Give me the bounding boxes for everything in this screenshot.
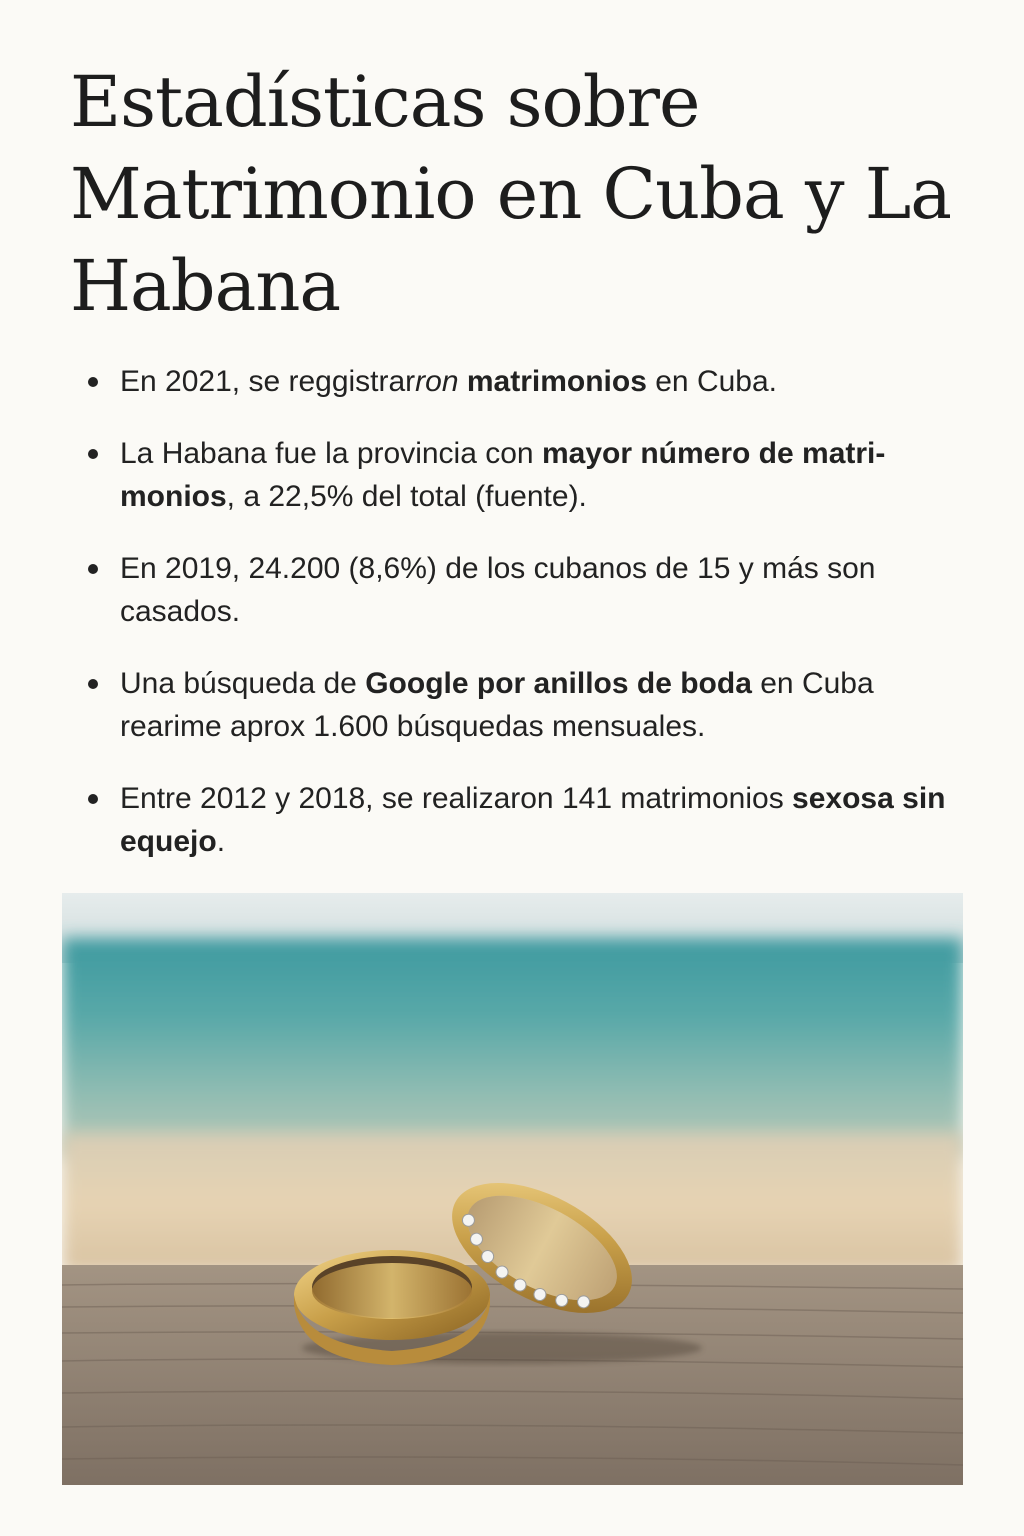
- text-segment: Una búsqueda de: [120, 667, 366, 700]
- text-segment: , a 22,5% del total (fuente).: [226, 480, 587, 513]
- list-item: [88, 547, 948, 633]
- list-item: [88, 432, 948, 518]
- text-segment: En 2019, 24.200 (8,6%) de los cubanos de 15 y más son casados.: [120, 552, 876, 628]
- wedding-rings-photo: [62, 893, 963, 1485]
- text-segment-bold: mayor número de matri-monios: [120, 437, 886, 513]
- text-segment: en Cuba rearime aprox 1.600 búsquedas mensuales.: [120, 667, 874, 743]
- text-segment: en Cuba.: [646, 365, 777, 398]
- sea: [62, 938, 963, 1158]
- beach-scene-illustration: [62, 893, 963, 1485]
- page-title: Estadísticas sobre Matrimonio en Cuba y La Habana: [70, 61, 951, 327]
- text-segment-italic: ron: [415, 365, 459, 398]
- text-segment-bold: Google por anillos de boda: [365, 667, 752, 700]
- text-segment-bold: matrimonios: [466, 365, 647, 398]
- list-item: [88, 777, 948, 863]
- wooden-surface: [62, 1265, 963, 1485]
- text-segment: En 2021, se reggistrar: [120, 365, 416, 398]
- text-segment-bold: sexosa sin equejo: [120, 782, 946, 858]
- text-segment: .: [216, 825, 226, 858]
- text-segment: La Habana fue la provincia con: [120, 437, 542, 470]
- list-item: [88, 360, 948, 403]
- statistics-list: [88, 360, 948, 892]
- text-segment: Entre 2012 y 2018, se realizaron 141 matrimonios: [120, 782, 793, 815]
- list-item: [88, 662, 948, 748]
